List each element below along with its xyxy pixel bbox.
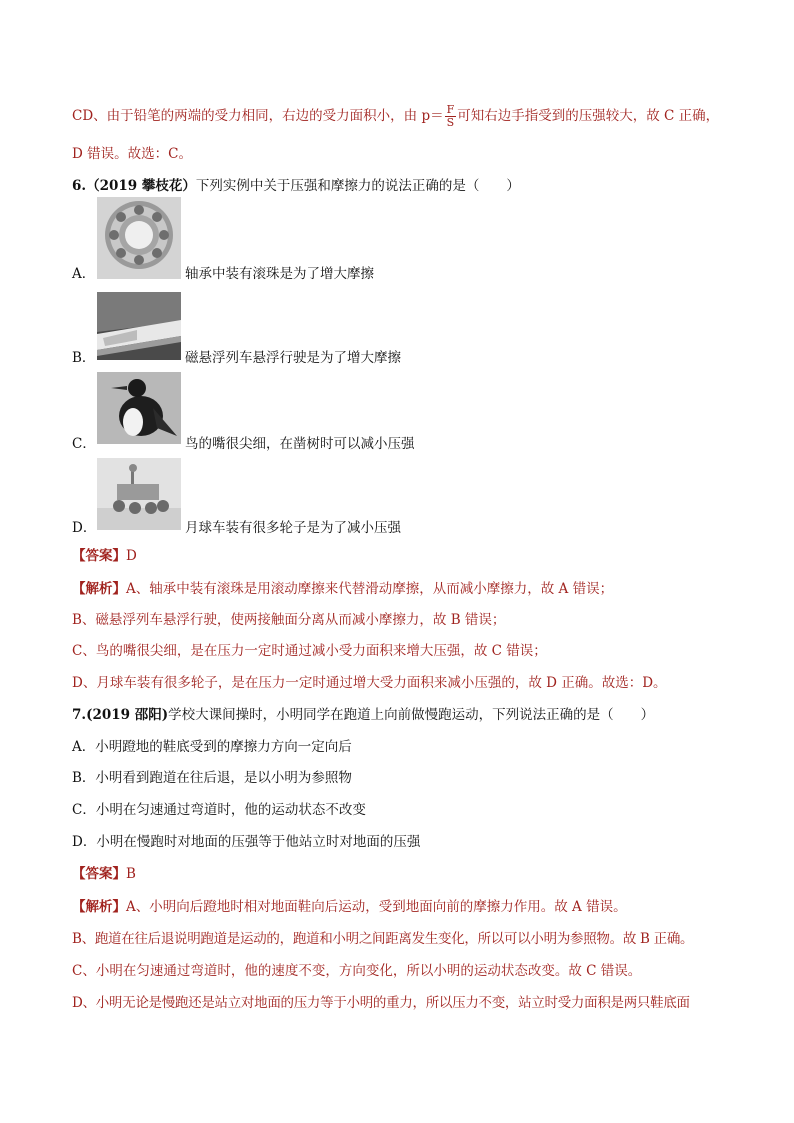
question-6-option-c-label: C． (72, 436, 96, 452)
bird-image (97, 372, 181, 444)
question-6-option-d-text: 月球车装有很多轮子是为了减小压强 (185, 520, 401, 536)
question-6-option-b-label: B． (72, 350, 96, 366)
question-6-text: 下列实例中关于压强和摩擦力的说法正确的是（ ） (195, 178, 520, 194)
answer-tag: 【答案】 (72, 548, 126, 564)
question-7-text: 学校大课间操时，小明同学在跑道上向前做慢跑运动，下列说法正确的是（ ） (168, 707, 655, 723)
prev-explanation-text-1: CD、由于铅笔的两端的受力相同，右边的受力面积小，由 p＝ (72, 108, 444, 124)
bearing-image (97, 197, 181, 279)
pressure-formula-fraction (445, 104, 457, 129)
question-6-analysis-line: C、鸟的嘴很尖细，是在压力一定时通过减小受力面积来增大压强，故 C 错误； (72, 643, 547, 659)
question-6-option-b-text: 磁悬浮列车悬浮行驶是为了增大摩擦 (185, 350, 401, 366)
question-6-number: 6.（2019 攀枝花） (72, 178, 196, 194)
answer-value: B (126, 866, 136, 882)
question-7-option-d: D．小明在慢跑时对地面的压强等于他站立时对地面的压强 (72, 834, 421, 850)
question-7-stem (72, 705, 654, 725)
question-6-option-a-text: 轴承中装有滚珠是为了增大摩擦 (185, 266, 374, 282)
question-6-stem (72, 176, 520, 196)
prev-explanation-line-1 (72, 104, 719, 129)
lunar-rover-image (97, 458, 181, 530)
question-7-option-a: A．小明蹬地的鞋底受到的摩擦力方向一定向后 (72, 739, 352, 755)
maglev-train-image (97, 292, 181, 360)
question-6-analysis-line (72, 579, 613, 599)
question-6-analysis-line: B、磁悬浮列车悬浮行驶，使两接触面分离从而减小摩擦力，故 B 错误； (72, 612, 506, 628)
question-7-number: 7.(2019 邵阳) (72, 707, 169, 723)
question-7-option-b: B．小明看到跑道在往后退，是以小明为参照物 (72, 770, 352, 786)
question-6-option-c-text: 鸟的嘴很尖细，在凿树时可以减小压强 (185, 436, 415, 452)
question-7-analysis-line: C、小明在匀速通过弯道时，他的速度不变，方向变化，所以小明的运动状态改变。故 C 错误。 (72, 963, 642, 979)
question-7-answer (72, 864, 136, 884)
answer-tag: 【答案】 (72, 866, 126, 882)
analysis-tag: 【解析】 (72, 581, 126, 597)
question-6-option-d-label: D． (72, 520, 97, 536)
fraction-denominator: S (446, 116, 455, 129)
question-6-option-a-label: A． (72, 266, 96, 282)
analysis-text: A、轴承中装有滚珠是用滚动摩擦来代替滑动摩擦，从而减小摩擦力，故 A 错误； (126, 581, 614, 597)
prev-explanation-text-2: 可知右边手指受到的压强较大，故 C 正确， (457, 108, 720, 124)
analysis-tag: 【解析】 (72, 899, 126, 915)
fraction-numerator: F (446, 103, 455, 116)
analysis-text: A、小明向后蹬地时相对地面鞋向后运动，受到地面向前的摩擦力作用。故 A 错误。 (126, 899, 627, 915)
question-7-analysis-line: B、跑道在往后退说明跑道是运动的，跑道和小明之间距离发生变化，所以可以小明为参照物。故 B 正确。 (72, 931, 694, 947)
question-7-analysis-line: D、小明无论是慢跑还是站立对地面的压力等于小明的重力，所以压力不变，站立时受力面积是两只鞋底面 (72, 995, 690, 1011)
answer-value: D (126, 548, 137, 564)
question-6-answer (72, 546, 137, 566)
prev-explanation-line-2: D 错误。故选：C。 (72, 146, 192, 162)
question-6-analysis-line: D、月球车装有很多轮子，是在压力一定时通过增大受力面积来减小压强的，故 D 正确。故选：D。 (72, 675, 667, 691)
question-7-option-c: C．小明在匀速通过弯道时，他的运动状态不改变 (72, 802, 366, 818)
question-7-analysis-line (72, 897, 627, 917)
